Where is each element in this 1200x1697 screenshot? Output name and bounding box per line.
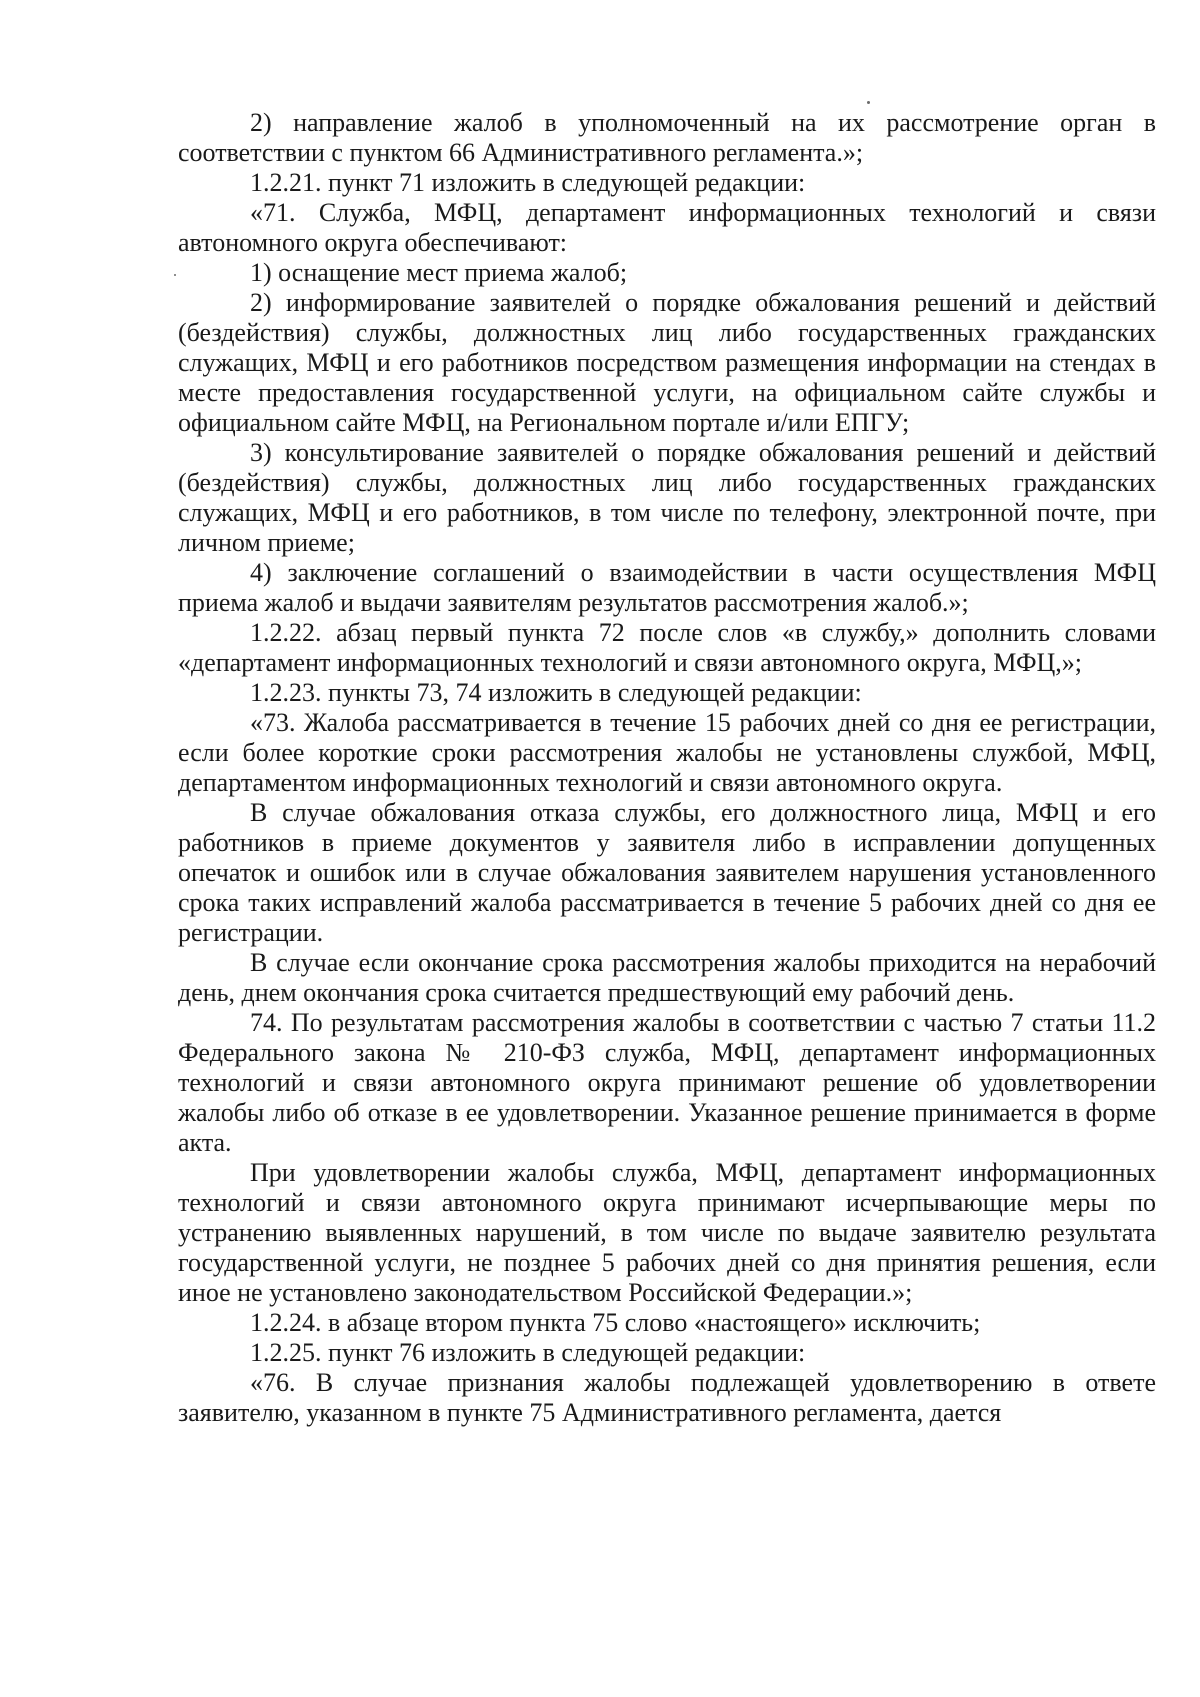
paragraph: 1.2.23. пункты 73, 74 изложить в следующей редакции:	[250, 678, 862, 707]
paragraph: В случае если окончание срока рассмотрения жалобы приходится на нерабочий день, днем окончания срока считается предшествующий ему рабочий день.	[178, 948, 1156, 1007]
paragraph: 74. По результатам рассмотрения жалобы в соответствии с частью 7 статьи 11.2 Федерального закона № 210-ФЗ служба, МФЦ, департамент информационных технологий и связи автономного округа принимают решение об удовлетворении жалобы либо об отказе в ее удовлетворении. Указанное решение принимается в форме акта.	[178, 1008, 1156, 1157]
paragraph: При удовлетворении жалобы служба, МФЦ, департамент информационных технологий и связи автономного округа принимают исчерпывающие меры по устранению выявленных нарушений, в том числе по выдаче заявителю результата государственной услуги, не позднее 5 рабочих дней со дня принятия решения, если иное не установлено законодательством Российской Федерации.»;	[178, 1158, 1156, 1307]
paragraph: 1.2.21. пункт 71 изложить в следующей редакции:	[250, 168, 806, 197]
paragraph: 1) оснащение мест приема жалоб;	[250, 258, 628, 287]
paragraph: 2) информирование заявителей о порядке обжалования решений и действий (бездействия) службы, должностных лиц либо государственных гражданских служащих, МФЦ и его работников посредством размещения информации на стендах в месте предоставления государственной услуги, на официальном сайте службы и официальном сайте МФЦ, на Региональном портале и/или ЕПГУ;	[178, 288, 1156, 437]
paragraph: 2) направление жалоб в уполномоченный на их рассмотрение орган в соответствии с пунктом 66 Административного регламента.»;	[178, 108, 1156, 167]
document-text	[178, 108, 1156, 1428]
scan-speck	[867, 101, 870, 104]
paragraph: В случае обжалования отказа службы, его должностного лица, МФЦ и его работников в приеме документов у заявителя либо в исправлении допущенных опечаток и ошибок или в случае обжалования заявителем нарушения установленного срока таких исправлений жалоба рассматривается в течение 5 рабочих дней со дня ее регистрации.	[178, 798, 1156, 947]
scan-speck	[174, 274, 176, 276]
paragraph: «73. Жалоба рассматривается в течение 15 рабочих дней со дня ее регистрации, если более короткие сроки рассмотрения жалобы не установлены службой, МФЦ, департаментом информационных технологий и связи автономного округа.	[178, 708, 1156, 797]
paragraph: «71. Служба, МФЦ, департамент информационных технологий и связи автономного округа обеспечивают:	[178, 198, 1156, 257]
paragraph: «76. В случае признания жалобы подлежащей удовлетворению в ответе заявителю, указанном в пункте 75 Административного регламента, дается	[178, 1368, 1156, 1427]
paragraph: 1.2.25. пункт 76 изложить в следующей редакции:	[250, 1338, 806, 1367]
paragraph: 1.2.22. абзац первый пункта 72 после слов «в службу,» дополнить словами «департамент информационных технологий и связи автономного округа, МФЦ,»;	[178, 618, 1156, 677]
paragraph: 1.2.24. в абзаце втором пункта 75 слово «настоящего» исключить;	[250, 1308, 981, 1337]
paragraph: 4) заключение соглашений о взаимодействии в части осуществления МФЦ приема жалоб и выдачи заявителям результатов рассмотрения жалоб.»;	[178, 558, 1156, 617]
paragraph: 3) консультирование заявителей о порядке обжалования решений и действий (бездействия) службы, должностных лиц либо государственных гражданских служащих, МФЦ и его работников, в том числе по телефону, электронной почте, при личном приеме;	[178, 438, 1156, 557]
